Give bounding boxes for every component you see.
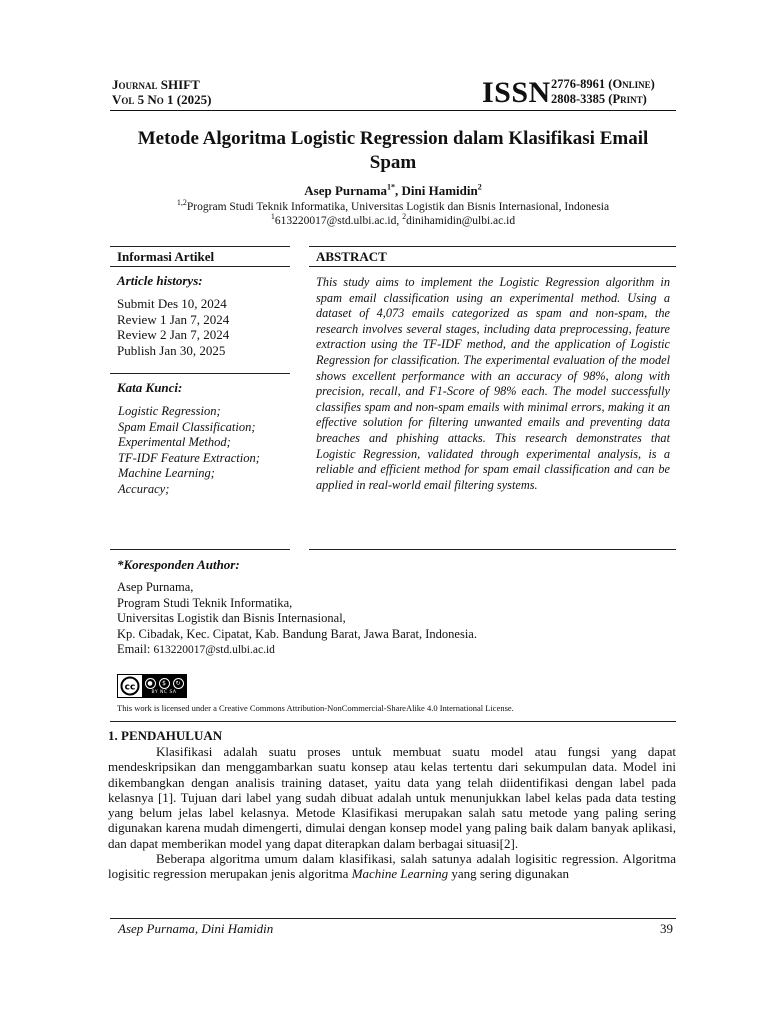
- email-1: 613220017@std.ulbi.ac.id: [274, 215, 397, 227]
- cc-license-badge[interactable]: [117, 674, 187, 698]
- keyword-item: Spam Email Classification;: [118, 419, 256, 434]
- info-bottom-rule: [110, 549, 290, 550]
- attribution-icon: ●: [145, 678, 156, 689]
- license-rule: [110, 721, 676, 722]
- p2-text-before: Beberapa algoritma umum dalam klasifikasi, salah satunya adalah logisitic regression. Algoritma logisitic regression merupakan jenis algoritma: [108, 851, 676, 882]
- abstract-heading-rule: [309, 266, 676, 267]
- history-publish: Publish Jan 30, 2025: [117, 342, 226, 358]
- correspondent-block: [117, 580, 477, 659]
- footer-rule: [110, 918, 676, 919]
- correspondent-address: Kp. Cibadak, Kec. Cipatat, Kab. Bandung Barat, Jawa Barat, Indonesia.: [117, 626, 477, 641]
- author-list: [100, 183, 686, 199]
- paper-title: [100, 127, 686, 175]
- keyword-item: Logistic Regression;: [118, 404, 221, 418]
- email-separator: ,: [396, 215, 403, 227]
- keyword-item: TF-IDF Feature Extraction;: [118, 450, 260, 465]
- correspondent-email-line: [117, 642, 477, 659]
- cc-logo-text: cc: [124, 682, 136, 693]
- title-line-2: Spam: [369, 152, 417, 173]
- correspondent-university: Universitas Logistik dan Bisnis Internasional,: [117, 611, 346, 625]
- issn-numbers: [551, 77, 655, 107]
- author-1-sup: 1*: [386, 182, 395, 192]
- abstract-heading: ABSTRACT: [316, 249, 387, 264]
- keywords-rule: [110, 373, 290, 374]
- info-heading-rule: [110, 266, 290, 267]
- title-line-1: Metode Algoritma Logistic Regression dalam Klasifikasi Email: [137, 128, 649, 149]
- header-rule: [110, 110, 676, 111]
- keyword-item: Accuracy;: [118, 481, 170, 496]
- affiliation-sup: 1,2: [176, 198, 187, 208]
- info-top-rule: [110, 246, 290, 247]
- email-2: dinihamidin@ulbi.ac.id: [406, 215, 516, 227]
- correspondent-heading: *Koresponden Author:: [117, 557, 240, 572]
- correspondent-email: 613220017@std.ulbi.ac.id: [153, 644, 275, 656]
- journal-volume: Vol 5 No 1 (2025): [112, 92, 212, 107]
- paragraph-2: [108, 851, 676, 882]
- noncommercial-icon: $: [159, 678, 170, 689]
- author-separator: ,: [394, 183, 402, 198]
- sharealike-icon: ↻: [173, 678, 184, 689]
- issn-print: 2808-3385 (Print): [551, 92, 647, 106]
- author-emails: [100, 214, 686, 228]
- correspondent-program: Program Studi Teknik Informatika,: [117, 595, 293, 610]
- section-body: [108, 744, 676, 882]
- history-review-1: Review 1 Jan 7, 2024: [117, 311, 230, 327]
- keywords-list: [118, 404, 260, 498]
- author-1: Asep Purnama: [304, 183, 387, 198]
- affiliation: [100, 200, 686, 214]
- journal-header: [112, 77, 211, 107]
- article-history-heading: Article historys:: [117, 273, 203, 288]
- keywords-heading: Kata Kunci:: [117, 380, 183, 395]
- history-submit: Submit Des 10, 2024: [117, 296, 227, 311]
- author-2-sup: 2: [477, 182, 482, 192]
- affiliation-block: [100, 200, 686, 228]
- paragraph-1: Klasifikasi adalah suatu proses untuk membuat suatu model atau fungsi yang dapat mendeskripsikan dan menggambarkan suatu konsep atau kelas tertentu dari sekumpulan data. Model ini dikembangkan dengan analisis training dataset, yaitu data yang telah diidentifikasi dengan label pada kelasnya [1]. Tujuan dari label yang sudah dibuat adalah untuk menunjukkan label kelas pada data testing yang belum jelas label kelasnya. Metode Klasifikasi merupakan salah satu metode yang paling sering digunakan karena mudah dimengerti, dimulai dengan konsep model yang paling baik dalam banyak aplikasi, dan dapat memberikan model yang dapat diterapkan dalam berbagai situasi[2].: [108, 744, 676, 851]
- license-statement: This work is licensed under a Creative Commons Attribution-NonCommercial-ShareAlike 4.0 International License.: [117, 703, 514, 713]
- p2-text-after: yang sering digunakan: [448, 866, 570, 882]
- abstract-text: This study aims to implement the Logistic Regression algorithm in spam email classification using an experimental method. Using a dataset of 4,073 emails categorized as spam and non-spam, the research involves several stages, including data preprocessing, feature extraction using the TF-IDF method, and the application of Logistic Regression for classification. The experimental evaluation of the model shows excellent performance with an accuracy of 98%, along with precision, recall, and F1-Score of 98% each. The model successfully classifies spam and non-spam emails with minimal errors, making it an effective solution for filtering unwanted emails and preventing data breaches and phishing attacks. This research demonstrates that Logistic Regression, validated through experimental analysis, is a reliable and efficient method for spam email classification and can be applied in real-world email filtering systems.: [316, 275, 670, 492]
- email-1-sup: 1: [270, 212, 275, 222]
- footer-authors: Asep Purnama, Dini Hamidin: [118, 921, 274, 936]
- cc-terms: [142, 675, 186, 697]
- email-2-sup: 2: [402, 212, 407, 222]
- keyword-item: Machine Learning;: [118, 466, 215, 481]
- issn-online: 2776-8961 (Online): [551, 77, 655, 91]
- author-2: Dini Hamidin: [401, 183, 478, 198]
- keyword-item: Experimental Method;: [118, 435, 231, 450]
- abstract-top-rule: [309, 246, 676, 247]
- article-history-list: [117, 296, 229, 358]
- email-label: Email:: [117, 642, 154, 656]
- section-heading-pendahuluan: 1. PENDAHULUAN: [108, 728, 223, 743]
- abstract-bottom-rule: [309, 549, 676, 550]
- journal-name: Journal SHIFT: [112, 77, 200, 92]
- article-info-heading: Informasi Artikel: [117, 249, 215, 264]
- affiliation-text: Program Studi Teknik Informatika, Universitas Logistik dan Bisnis Internasional, Indonesia: [186, 201, 610, 213]
- history-review-2: Review 2 Jan 7, 2024: [117, 327, 230, 342]
- cc-logo-icon: [118, 675, 142, 697]
- correspondent-name: Asep Purnama,: [117, 580, 194, 594]
- cc-terms-labels: BY NC SA: [151, 689, 177, 695]
- page-number: 39: [660, 921, 673, 936]
- p2-italic-term: Machine Learning: [351, 866, 449, 882]
- issn-label: ISSN: [482, 76, 551, 109]
